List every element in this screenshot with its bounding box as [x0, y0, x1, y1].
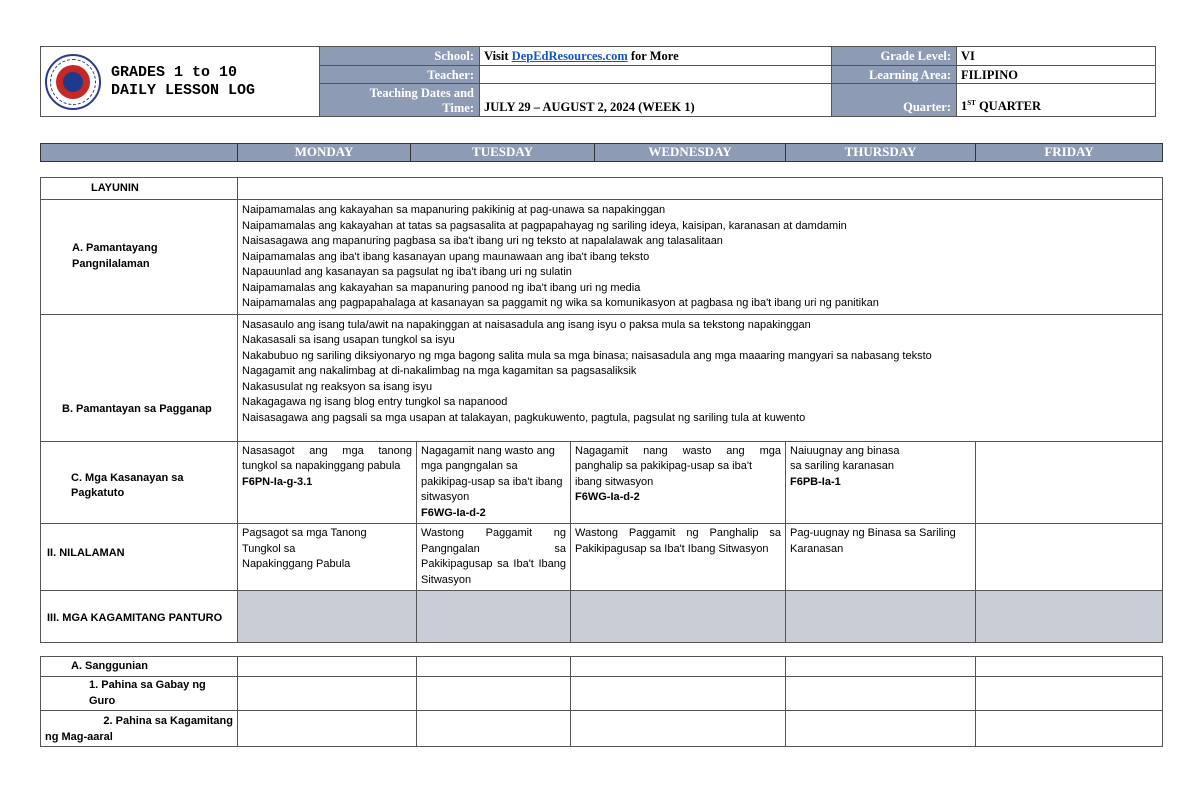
cell	[786, 657, 976, 677]
cell	[417, 711, 571, 747]
row-kagamitan-label: III. MGA KAGAMITANG PANTURO	[41, 591, 238, 643]
c-thursday: Naiuugnay ang binasa sa sariling karanasan F6PB-Ia-1	[786, 441, 976, 524]
standard-line: Naipamamalas ang pagpapahalaga at kasanayan sa paggamit ng wika sa komunikasyon at pagbasa ng iba't ibang uri ng panitikan	[242, 297, 879, 309]
standard-line: Naipamamalas ang kakayahan at tatas sa pagsasalita at pagpapahayag ng sariling ideya, kaisipan, karanasan at damdamin	[242, 219, 847, 232]
quarter-label: Quarter:	[832, 84, 957, 117]
standard-line: Nakabubuo ng sariling diksiyonaryo ng mga bagong salita mula sa mga binasa; naisasadula ang mga maaaring mangyari sa nabasang teksto	[242, 349, 932, 362]
title-line-1: GRADES 1 to 10	[111, 63, 238, 81]
school-value: Visit DepEdResources.com for More	[480, 47, 832, 66]
day-wednesday: WEDNESDAY	[595, 144, 786, 162]
cell	[571, 711, 786, 747]
cell	[238, 657, 417, 677]
gabay-label: 1. Pahina sa Gabay ng Guro	[41, 677, 238, 711]
cell	[417, 657, 571, 677]
n-monday: Pagsagot sa mga Tanong Tungkol sa Napakinggang Pabula	[238, 524, 417, 591]
c-wednesday: Nagagamit nang wasto ang mga panghalip sa pakikipag-usap sa iba't ibang sitwasyon F6WG-Ia-d-2	[571, 441, 786, 524]
row-a-content	[238, 200, 1163, 315]
standard-line: Nagagamit ang nakalimbag at di-nakalimbag na mga kagamitan sa pagsasaliksik	[242, 365, 637, 377]
day-monday: MONDAY	[238, 144, 411, 162]
layunin-content	[238, 178, 1163, 200]
row-nilalaman-label: II. NILALAMAN	[41, 524, 238, 591]
n-friday	[976, 524, 1163, 591]
k-friday	[976, 591, 1163, 643]
title-cell	[41, 47, 320, 117]
teacher-label: Teacher:	[320, 65, 480, 84]
dates-label: Teaching Dates and Time:	[320, 84, 480, 117]
cell	[417, 677, 571, 711]
n-thursday: Pag-uugnay ng Binasa sa Sariling Karanasan	[786, 524, 976, 591]
learning-area-value: FILIPINO	[957, 65, 1156, 84]
standard-line: Naisasagawa ang pagsali sa mga usapan at talakayan, pagkukuwento, pagtula, pagsulat ng sariling tula at kuwento	[242, 411, 806, 424]
cell	[976, 711, 1163, 747]
k-monday	[238, 591, 417, 643]
quarter-value: 1ST QUARTER	[957, 84, 1156, 117]
day-friday: FRIDAY	[976, 144, 1163, 162]
cell	[976, 677, 1163, 711]
standard-line: Nakagagawa ng isang blog entry tungkol sa napanood	[242, 396, 508, 408]
title-line-2: DAILY LESSON LOG	[111, 81, 256, 99]
standard-line: Naipamamalas ang iba't ibang kasanayan upang maunawaan ang iba't ibang teksto	[242, 250, 650, 263]
days-bar	[40, 143, 1163, 162]
k-thursday	[786, 591, 976, 643]
cell	[786, 711, 976, 747]
standard-line: Napauunlad ang kasanayan sa pagsulat ng iba't ibang uri ng sulatin	[242, 266, 572, 278]
learning-area-label: Learning Area:	[832, 65, 957, 84]
k-wednesday	[571, 591, 786, 643]
teacher-value	[480, 65, 832, 84]
days-bar-corner	[41, 144, 238, 162]
school-label: School:	[320, 47, 480, 66]
cell	[238, 711, 417, 747]
n-tuesday: Wastong Paggamit ng Pangngalan sa Pakikipagusap sa Iba't Ibang Sitwasyon	[417, 524, 571, 591]
row-b-label: B. Pamantayan sa Pagganap	[41, 314, 238, 441]
cell	[976, 657, 1163, 677]
row-c-label: C. Mga Kasanayan sa Pagkatuto	[41, 441, 238, 524]
day-tuesday: TUESDAY	[411, 144, 595, 162]
standard-line: Naisasagawa ang mapanuring pagbasa sa iba't ibang uri ng teksto at napalalawak ang talasalitaan	[242, 235, 723, 247]
c-tuesday: Nagagamit nang wasto ang mga pangngalan sa pakikipag-usap sa iba't ibang sitwasyon F6WG-Ia-d-2	[417, 441, 571, 524]
cell	[571, 657, 786, 677]
standard-line: Nasasaulo ang isang tula/awit na napakinggan at naisasadula ang isang isyu o paksa mula sa tekstong napakinggan	[242, 318, 811, 331]
grade-level-label: Grade Level:	[832, 47, 957, 66]
k-tuesday	[417, 591, 571, 643]
row-a-label: A. Pamantayang Pangnilalaman	[41, 200, 238, 315]
sanggunian-label: A. Sanggunian	[41, 657, 238, 677]
row-b-content	[238, 314, 1163, 441]
header-table	[40, 46, 1156, 117]
depedresources-link[interactable]: DepEdResources.com	[511, 49, 628, 63]
c-monday: Nasasagot ang mga tanong tungkol sa napakinggang pabula F6PN-Ia-g-3.1	[238, 441, 417, 524]
standard-line: Nakasasali sa isang usapan tungkol sa isyu	[242, 334, 455, 346]
n-wednesday: Wastong Paggamit ng Panghalip sa Pakikipagusap sa Iba't Ibang Sitwasyon	[571, 524, 786, 591]
deped-seal-icon	[45, 54, 101, 110]
dates-value: JULY 29 – AUGUST 2, 2024 (WEEK 1)	[480, 84, 832, 117]
cell	[786, 677, 976, 711]
standard-line: Naipamamalas ang kakayahan sa mapanuring panood ng iba't ibang uri ng media	[242, 281, 641, 294]
cell	[571, 677, 786, 711]
reference-table	[40, 656, 1163, 747]
lesson-table	[40, 177, 1163, 643]
day-thursday: THURSDAY	[786, 144, 976, 162]
kagamitan-label: 2. Pahina sa Kagamitang ng Mag-aaral	[41, 711, 238, 747]
grade-level-value: VI	[957, 47, 1156, 66]
standard-line: Nakasusulat ng reaksyon sa isang isyu	[242, 380, 433, 393]
layunin-label: LAYUNIN	[41, 178, 238, 200]
cell	[238, 677, 417, 711]
c-friday	[976, 441, 1163, 524]
standard-line: Naipamamalas ang kakayahan sa mapanuring pakikinig at pag-unawa sa napakinggan	[242, 204, 666, 216]
